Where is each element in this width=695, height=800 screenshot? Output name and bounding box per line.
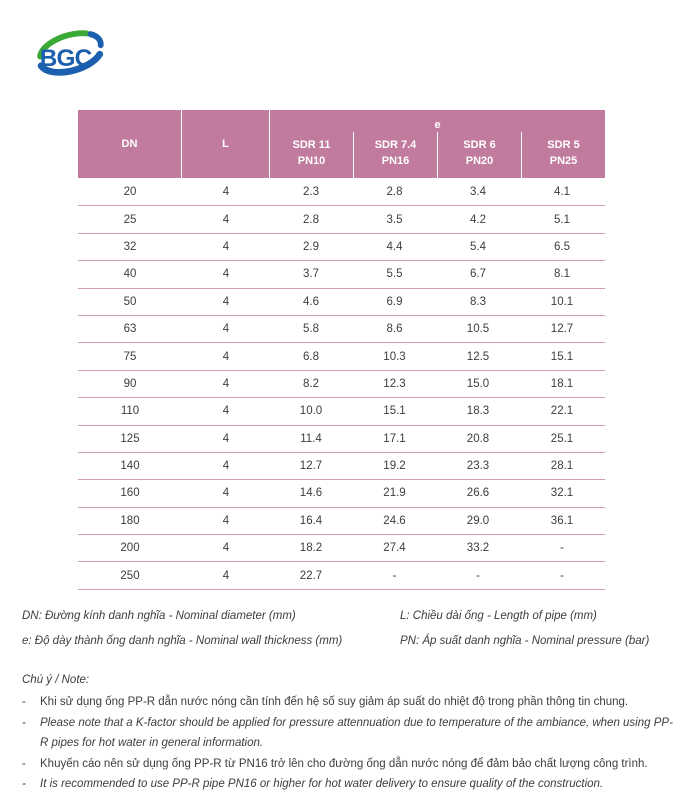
note-bullet: - (22, 716, 26, 729)
sdr-label: SDR 6 (463, 139, 496, 151)
cell-dn: 20 (123, 185, 137, 198)
cell-sdr74: 5.5 (386, 268, 403, 281)
cell-sdr74: 24.6 (383, 514, 406, 527)
cell-sdr74: 19.2 (383, 460, 406, 473)
bgc-logo-icon (28, 22, 112, 86)
cell-sdr11: 2.9 (303, 240, 319, 253)
cell-sdr11: 6.8 (303, 350, 319, 363)
cell-dn: 63 (123, 323, 137, 336)
cell-sdr6: 10.5 (466, 323, 490, 336)
cell-sdr11: 3.7 (303, 268, 319, 281)
cell-l: 4 (222, 185, 230, 198)
cell-sdr5: 25.1 (550, 432, 574, 445)
note-text: Khuyến cáo nên sử dụng ống PP-R từ PN16 trở lên cho đường ống dẫn nước nóng để đảm bảo chất lượng công trình. (40, 757, 648, 770)
cell-sdr74: 12.3 (383, 377, 406, 390)
cell-sdr11: 4.6 (303, 295, 319, 308)
cell-dn: 180 (120, 514, 140, 527)
note-item (22, 692, 674, 713)
header-e-group (270, 110, 605, 178)
legend-line: e: Độ dày thành ống danh nghĩa - Nominal wall thickness (mm) (22, 635, 343, 647)
pn-label: PN20 (465, 155, 494, 167)
svg-text:BGC: BGC (39, 44, 92, 72)
cell-sdr74: 4.4 (386, 240, 403, 253)
header-sdr74 (353, 132, 437, 178)
cell-l: 4 (222, 432, 230, 445)
notes-section (22, 670, 674, 795)
cell-sdr5: 15.1 (550, 350, 574, 363)
cell-dn: 110 (120, 405, 140, 418)
header-l: L (182, 110, 270, 178)
cell-l: 4 (222, 460, 230, 473)
cell-l: 4 (222, 295, 230, 308)
cell-sdr11: 16.4 (299, 514, 323, 527)
cell-sdr5: 36.1 (550, 514, 574, 527)
cell-sdr5: 32.1 (550, 487, 574, 500)
cell-dn: 25 (123, 213, 137, 226)
cell-l: 4 (222, 569, 230, 582)
table-row (78, 205, 605, 232)
header-dn: DN (78, 110, 182, 178)
header-sub-row (270, 132, 605, 178)
cell-sdr11: 2.3 (303, 185, 319, 198)
cell-sdr6: 3.4 (470, 185, 486, 198)
note-item (22, 774, 674, 795)
cell-sdr6: 26.6 (466, 487, 490, 500)
pn-label: PN10 (297, 155, 326, 167)
legend-line: PN: Áp suất danh nghĩa - Nominal pressure (bar) (400, 635, 650, 647)
cell-dn: 160 (120, 487, 140, 500)
table-row (78, 479, 605, 506)
cell-l: 4 (222, 323, 230, 336)
table-row (78, 370, 605, 397)
cell-sdr6: 20.8 (466, 432, 490, 445)
cell-l: 4 (222, 514, 230, 527)
note-bullet: - (22, 778, 26, 790)
cell-sdr5: 8.1 (554, 268, 570, 281)
table-row (78, 452, 605, 479)
table-row (78, 397, 605, 424)
cell-sdr11: 14.6 (299, 487, 323, 500)
cell-sdr5: 4.1 (554, 185, 570, 198)
table-body (78, 178, 605, 590)
cell-l: 4 (222, 542, 230, 555)
cell-sdr5: 10.1 (550, 295, 574, 308)
note-item (22, 713, 674, 754)
cell-sdr6: 12.5 (466, 350, 490, 363)
cell-sdr6: 33.2 (466, 542, 490, 555)
cell-sdr6: 18.3 (466, 405, 490, 418)
cell-sdr6: 4.2 (470, 213, 486, 226)
cell-sdr5: 22.1 (550, 405, 574, 418)
table-row (78, 260, 605, 287)
cell-dn: 200 (120, 542, 140, 555)
note-bullet: - (22, 696, 26, 708)
cell-sdr74: 10.3 (383, 350, 406, 363)
cell-sdr11: 22.7 (299, 569, 323, 582)
table-row (78, 534, 605, 561)
table-row (78, 288, 605, 315)
legend-left-column (22, 604, 400, 654)
table-header (78, 110, 605, 178)
cell-dn: 125 (120, 432, 140, 445)
legend (22, 604, 677, 654)
cell-sdr11: 18.2 (299, 542, 323, 555)
pn-label: PN16 (381, 155, 410, 167)
legend-line: L: Chiều dài ống - Length of pipe (mm) (400, 610, 597, 622)
cell-sdr74: 8.6 (386, 323, 403, 336)
cell-sdr11: 12.7 (299, 460, 323, 473)
cell-sdr11: 11.4 (300, 432, 322, 445)
cell-sdr74: 2.8 (386, 185, 403, 198)
sdr-label: SDR 11 (292, 139, 331, 151)
cell-sdr5: 18.1 (550, 377, 574, 390)
cell-sdr5: - (560, 569, 564, 582)
header-sdr6 (437, 132, 521, 178)
note-text: Please note that a K-factor should be applied for pressure attennuation due to temperature of the ambiance, when using PP-R pipes for hot water in general information. (40, 716, 673, 749)
cell-sdr6: 6.7 (470, 268, 486, 281)
cell-sdr74: 15.1 (383, 405, 406, 418)
cell-sdr6: 15.0 (466, 377, 490, 390)
table-row (78, 561, 605, 588)
cell-sdr11: 5.8 (303, 323, 319, 336)
cell-sdr11: 8.2 (303, 377, 319, 390)
note-text: Khi sử dụng ống PP-R dẫn nước nóng cần tính đến hệ số suy giảm áp suất do nhiệt độ trong phần thông tin chung. (40, 696, 629, 708)
cell-l: 4 (222, 487, 230, 500)
legend-right-column (400, 604, 649, 654)
cell-sdr74: 27.4 (383, 542, 406, 555)
cell-dn: 90 (123, 377, 137, 390)
cell-sdr74: - (392, 569, 397, 582)
cell-sdr6: - (476, 569, 480, 582)
cell-sdr74: 3.5 (386, 213, 403, 226)
cell-sdr11: 2.8 (303, 213, 319, 226)
cell-dn: 250 (120, 569, 140, 582)
cell-l: 4 (222, 350, 230, 363)
cell-sdr5: 28.1 (550, 460, 574, 473)
pn-label: PN25 (549, 155, 578, 167)
cell-sdr6: 5.4 (470, 240, 486, 253)
cell-dn: 32 (123, 240, 137, 253)
cell-sdr5: 12.7 (550, 323, 574, 336)
cell-sdr5: - (560, 542, 564, 555)
table-row (78, 315, 605, 342)
header-e: e (434, 119, 441, 131)
header-sdr11 (270, 132, 353, 178)
cell-sdr74: 17.1 (383, 432, 406, 445)
legend-line: DN: Đường kính danh nghĩa - Nominal diameter (mm) (22, 610, 296, 622)
cell-sdr74: 21.9 (383, 487, 406, 500)
cell-sdr6: 29.0 (466, 514, 490, 527)
table-row (78, 233, 605, 260)
table-row (78, 507, 605, 534)
cell-sdr6: 23.3 (466, 460, 490, 473)
cell-sdr74: 6.9 (386, 295, 403, 308)
cell-l: 4 (222, 213, 230, 226)
cell-l: 4 (222, 240, 230, 253)
cell-l: 4 (222, 377, 230, 390)
cell-dn: 140 (120, 460, 140, 473)
sdr-label: SDR 7.4 (374, 139, 417, 151)
cell-l: 4 (222, 405, 230, 418)
cell-dn: 50 (123, 295, 137, 308)
cell-dn: 75 (123, 350, 137, 363)
notes-list (22, 692, 674, 795)
pipe-spec-table (78, 110, 605, 590)
sdr-label: SDR 5 (547, 139, 580, 151)
note-text: It is recommended to use PP-R pipe PN16 or higher for hot water delivery to ensure quality of the construction. (40, 778, 604, 790)
notes-title: Chú ý / Note: (22, 674, 90, 686)
cell-dn: 40 (123, 268, 137, 281)
cell-sdr5: 6.5 (554, 240, 570, 253)
table-row (78, 178, 605, 205)
cell-l: 4 (222, 268, 230, 281)
table-row (78, 425, 605, 452)
bgc-logo (28, 22, 112, 86)
table-row (78, 342, 605, 369)
header-sdr5 (521, 132, 605, 178)
cell-sdr5: 5.1 (554, 213, 570, 226)
cell-sdr6: 8.3 (470, 295, 486, 308)
note-bullet: - (22, 757, 26, 770)
cell-sdr11: 10.0 (299, 405, 323, 418)
note-item (22, 754, 674, 775)
